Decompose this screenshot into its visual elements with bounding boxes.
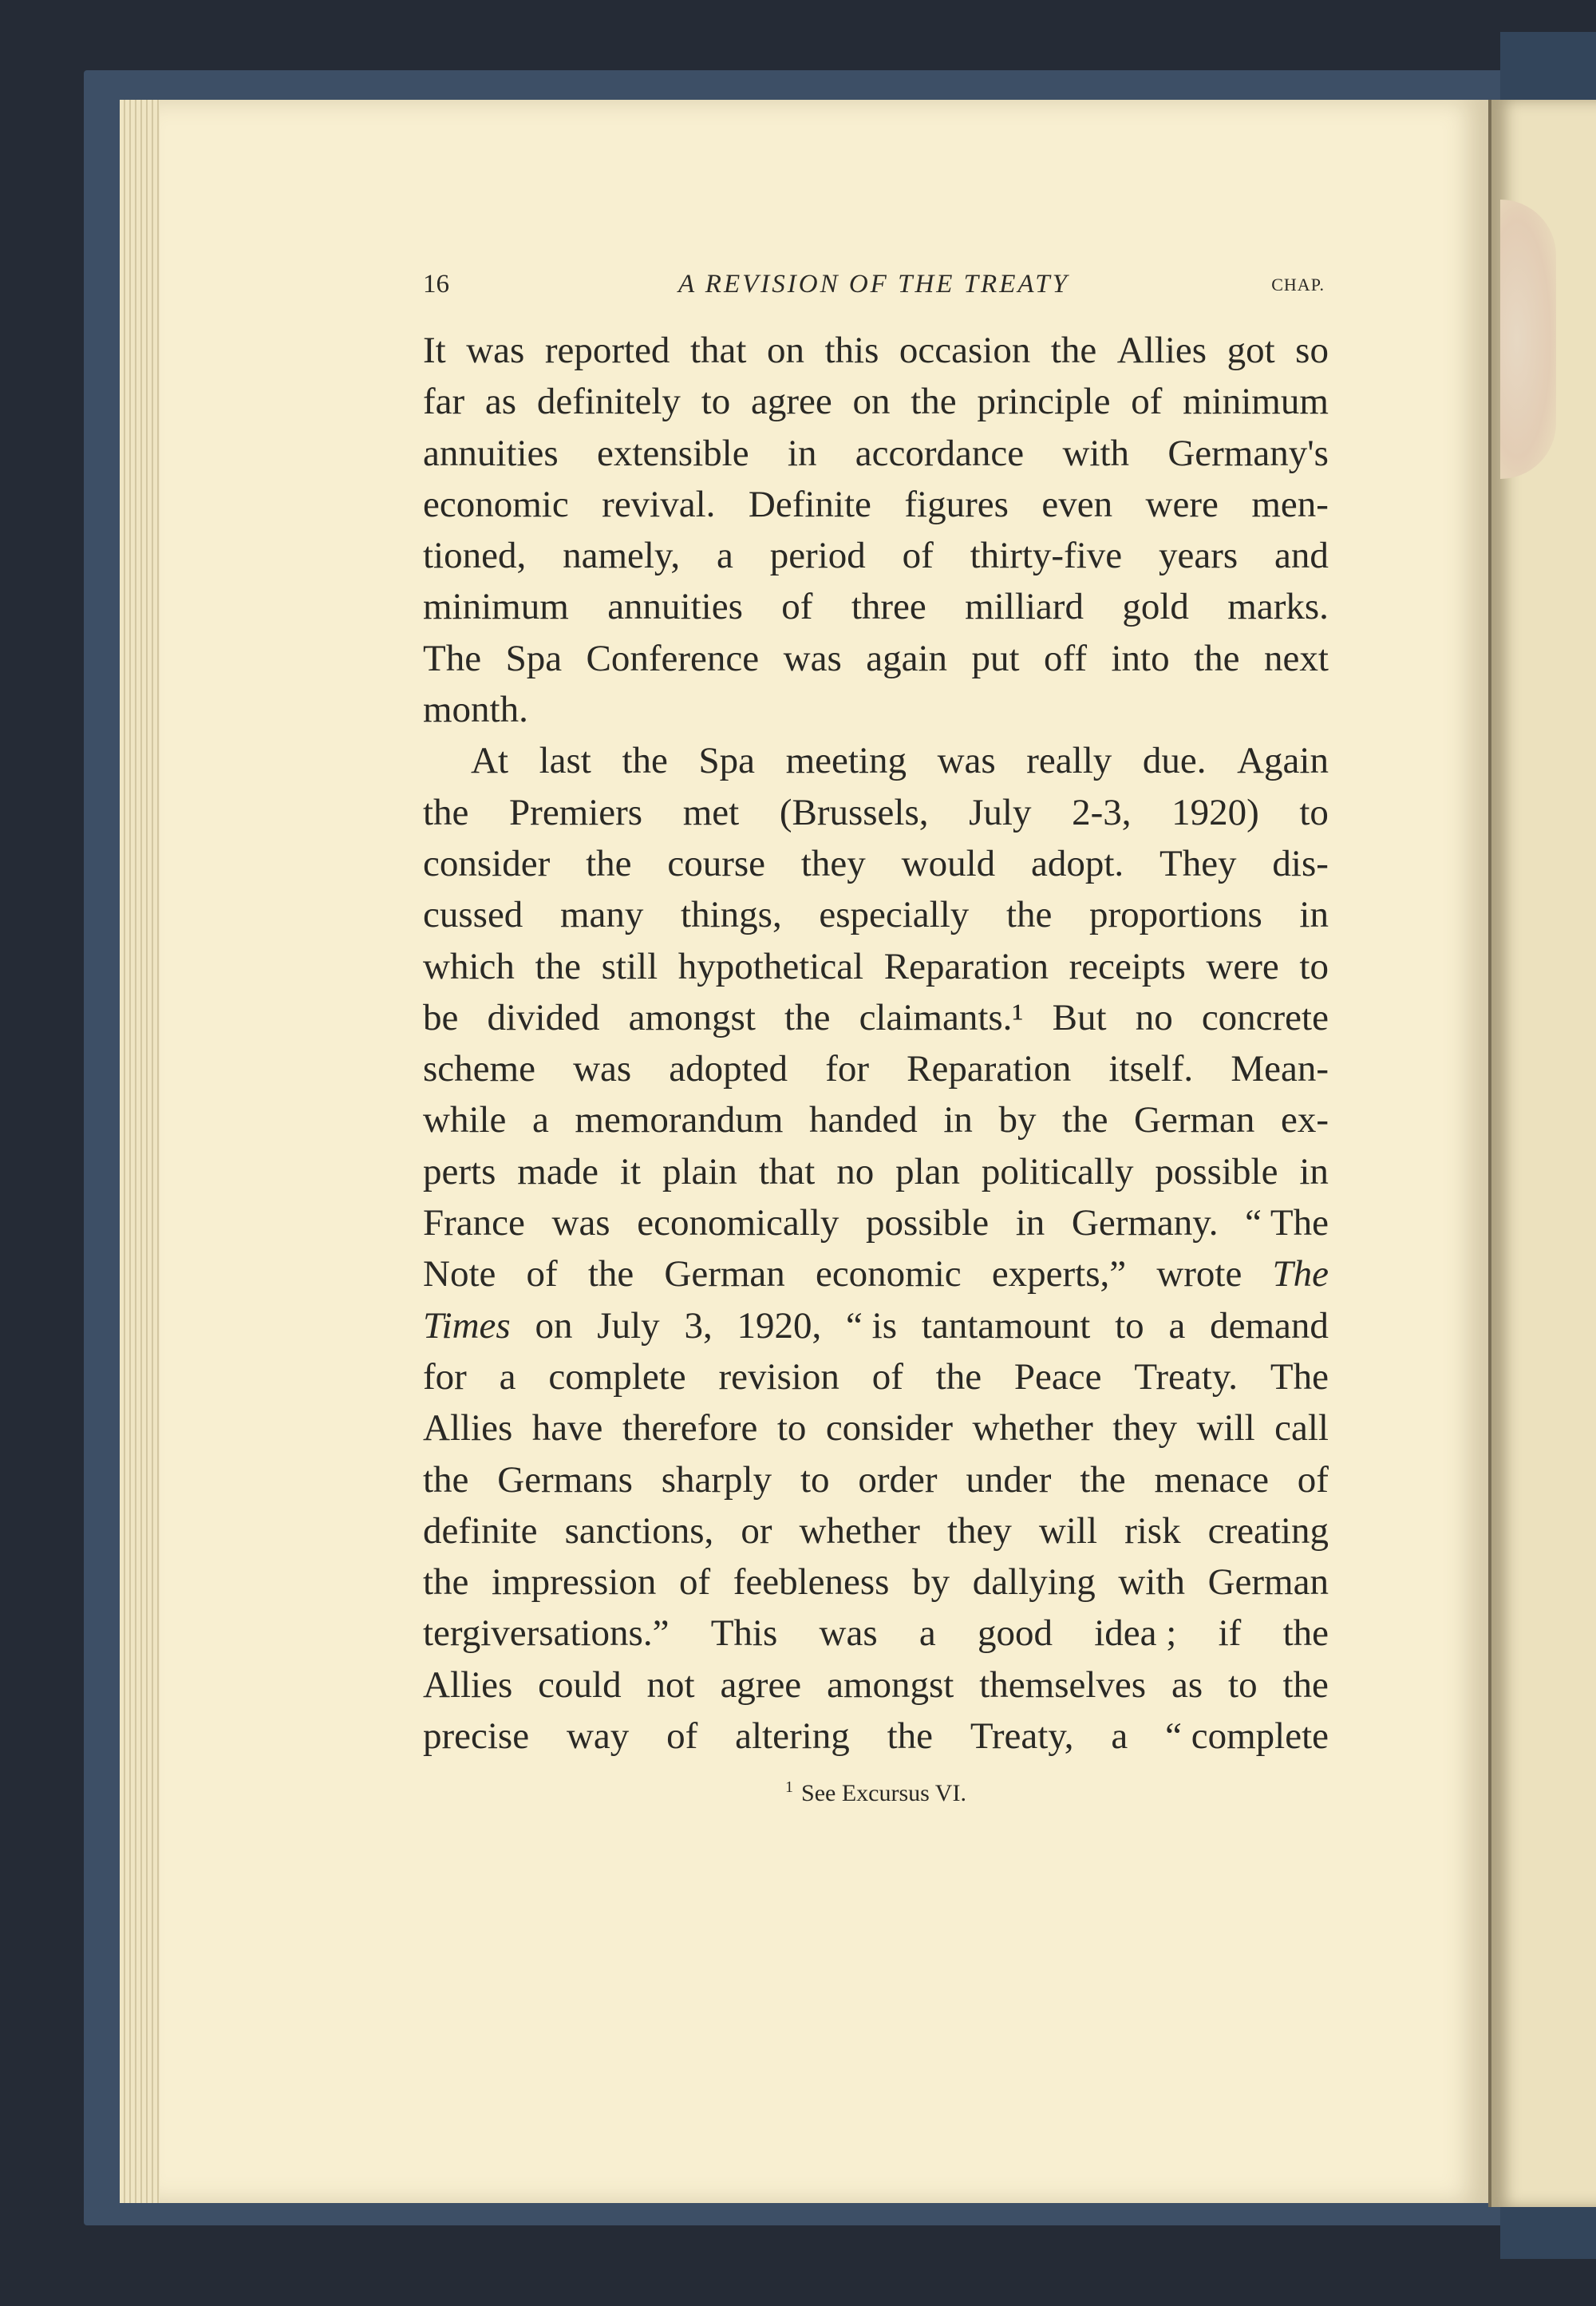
word: of bbox=[526, 1253, 558, 1295]
word: the bbox=[423, 791, 469, 833]
word: made bbox=[517, 1150, 599, 1193]
word: wrote bbox=[1156, 1253, 1242, 1295]
word: met bbox=[682, 791, 740, 833]
word: a bbox=[499, 1355, 516, 1398]
text-line bbox=[423, 633, 1329, 684]
text-line bbox=[423, 1505, 1329, 1556]
word: “ The bbox=[1245, 1202, 1329, 1244]
word: Allies bbox=[423, 1663, 513, 1706]
word: annuities bbox=[607, 586, 743, 628]
word: the bbox=[1282, 1663, 1329, 1706]
word: with bbox=[1062, 432, 1130, 474]
word: Germany. bbox=[1071, 1202, 1219, 1244]
word: Reparation bbox=[907, 1048, 1072, 1090]
word: Again bbox=[1237, 740, 1329, 782]
word: was bbox=[937, 740, 996, 782]
word: amongst bbox=[827, 1663, 954, 1706]
word: to bbox=[701, 381, 731, 423]
word: dis- bbox=[1272, 842, 1329, 884]
word: “ complete bbox=[1165, 1715, 1329, 1758]
text-line bbox=[423, 684, 1329, 735]
word: got bbox=[1227, 330, 1275, 371]
word: It bbox=[423, 330, 446, 371]
word: July bbox=[597, 1304, 660, 1347]
word: will bbox=[1196, 1407, 1255, 1450]
word: Spa bbox=[505, 637, 563, 679]
text-line bbox=[423, 1351, 1329, 1402]
word: the bbox=[911, 381, 957, 423]
word: memorandum bbox=[575, 1099, 784, 1141]
word: marks. bbox=[1227, 586, 1329, 628]
word: be bbox=[423, 996, 459, 1038]
word: the bbox=[1282, 1612, 1329, 1655]
word: the bbox=[535, 945, 581, 987]
word: German bbox=[664, 1253, 785, 1295]
text-line bbox=[423, 1454, 1329, 1505]
word: have bbox=[531, 1407, 603, 1450]
word: minimum bbox=[1183, 381, 1329, 423]
text-line bbox=[423, 735, 1329, 786]
word: idea ; bbox=[1094, 1612, 1177, 1655]
word: possible bbox=[866, 1202, 990, 1244]
word: put bbox=[971, 637, 1020, 679]
word: whether bbox=[972, 1407, 1093, 1450]
word: Reparation bbox=[883, 945, 1049, 987]
running-header bbox=[423, 270, 1325, 307]
word: thirty-five bbox=[970, 535, 1123, 577]
word: Premiers bbox=[509, 791, 643, 833]
word: could bbox=[538, 1663, 622, 1706]
word: Germans bbox=[497, 1458, 633, 1501]
word: or bbox=[741, 1509, 772, 1552]
word: (Brussels, bbox=[779, 791, 929, 833]
word: by bbox=[998, 1099, 1037, 1141]
word: adopt. bbox=[1030, 842, 1124, 884]
word: tantamount bbox=[921, 1304, 1091, 1347]
word: were bbox=[1145, 483, 1219, 525]
body-text bbox=[423, 325, 1329, 1762]
word: impression bbox=[492, 1561, 657, 1604]
text-line bbox=[423, 1197, 1329, 1248]
text-line bbox=[423, 479, 1329, 530]
word: gold bbox=[1122, 586, 1189, 628]
word: complete bbox=[548, 1355, 686, 1398]
word: revival. bbox=[602, 483, 716, 525]
word: revision bbox=[718, 1355, 839, 1398]
word: a bbox=[918, 1612, 936, 1655]
word: economic bbox=[423, 483, 569, 525]
footnote bbox=[423, 1778, 1329, 1807]
word: experts,” bbox=[991, 1253, 1127, 1295]
word: perts bbox=[423, 1150, 496, 1193]
word: call bbox=[1274, 1407, 1329, 1450]
word: the bbox=[586, 842, 632, 884]
word: as bbox=[1171, 1663, 1203, 1706]
text-line bbox=[423, 889, 1329, 940]
word: of bbox=[1131, 381, 1163, 423]
word: menace bbox=[1154, 1458, 1269, 1501]
word: to bbox=[800, 1458, 830, 1501]
word: as bbox=[484, 381, 517, 423]
word: in bbox=[1299, 894, 1329, 936]
word: amongst bbox=[628, 996, 756, 1038]
word: by bbox=[912, 1561, 950, 1604]
word: even bbox=[1041, 483, 1113, 525]
word: 1920) bbox=[1171, 791, 1259, 833]
word: they bbox=[800, 842, 866, 884]
word: claimants.¹ bbox=[859, 996, 1024, 1038]
word: of bbox=[666, 1715, 698, 1758]
word: Note bbox=[423, 1253, 496, 1295]
word: France bbox=[423, 1202, 525, 1244]
word: divided bbox=[487, 996, 600, 1038]
word: for bbox=[423, 1355, 467, 1398]
word: Allies bbox=[423, 1407, 513, 1450]
word: accordance bbox=[855, 432, 1025, 474]
word: years bbox=[1159, 535, 1238, 577]
word: a bbox=[1111, 1715, 1128, 1758]
word: At bbox=[471, 740, 508, 782]
word: altering bbox=[735, 1715, 850, 1758]
word: in bbox=[943, 1099, 973, 1141]
word: plan bbox=[895, 1150, 961, 1193]
word: was bbox=[819, 1612, 878, 1655]
word: 3, bbox=[684, 1304, 713, 1347]
text-line bbox=[423, 941, 1329, 992]
word: no bbox=[836, 1150, 875, 1193]
word: was bbox=[573, 1048, 632, 1090]
text-line bbox=[423, 1711, 1329, 1762]
word: the bbox=[1194, 637, 1240, 679]
text-line bbox=[423, 1300, 1329, 1351]
word: with bbox=[1118, 1561, 1185, 1604]
word: that bbox=[758, 1150, 816, 1193]
word: sanctions, bbox=[564, 1509, 714, 1552]
word: things, bbox=[681, 894, 782, 936]
word: really bbox=[1026, 740, 1112, 782]
word: which bbox=[423, 945, 515, 987]
word: The bbox=[1272, 1253, 1329, 1295]
word: a bbox=[716, 535, 733, 577]
word: cussed bbox=[423, 894, 523, 936]
word: Peace bbox=[1013, 1355, 1102, 1398]
word: German bbox=[1134, 1099, 1255, 1141]
word: meeting bbox=[785, 740, 907, 782]
word: the bbox=[423, 1458, 469, 1501]
word: Spa bbox=[698, 740, 755, 782]
word: under bbox=[966, 1458, 1052, 1501]
word: agree bbox=[720, 1663, 802, 1706]
word: 2-3, bbox=[1072, 791, 1132, 833]
word: still bbox=[601, 945, 658, 987]
word: reported bbox=[544, 330, 670, 371]
word: themselves bbox=[979, 1663, 1147, 1706]
word: way bbox=[566, 1715, 630, 1758]
word: creating bbox=[1207, 1509, 1329, 1552]
word: this bbox=[824, 330, 879, 371]
word: on bbox=[535, 1304, 573, 1347]
word: Definite bbox=[748, 483, 871, 525]
word: milliard bbox=[965, 586, 1084, 628]
word: they bbox=[1112, 1407, 1178, 1450]
word: The bbox=[1270, 1355, 1329, 1398]
word: handed bbox=[809, 1099, 918, 1141]
word: due. bbox=[1142, 740, 1207, 782]
text-line bbox=[423, 530, 1329, 581]
text-line bbox=[423, 1556, 1329, 1608]
word: This bbox=[710, 1612, 778, 1655]
text-line bbox=[423, 838, 1329, 889]
word: next bbox=[1264, 637, 1329, 679]
running-title: A REVISION OF THE TREATY bbox=[678, 270, 1069, 299]
word: principle bbox=[977, 381, 1111, 423]
text-line bbox=[423, 787, 1329, 838]
word: far bbox=[423, 381, 465, 423]
word: Treaty, bbox=[970, 1715, 1074, 1758]
word: itself. bbox=[1108, 1048, 1194, 1090]
word: definite bbox=[423, 1509, 538, 1552]
text-line bbox=[423, 1402, 1329, 1454]
word: it bbox=[619, 1150, 642, 1193]
word: of bbox=[871, 1355, 903, 1398]
word: ex- bbox=[1280, 1099, 1329, 1141]
word: in bbox=[787, 432, 817, 474]
text-line bbox=[423, 992, 1329, 1043]
word: of bbox=[1297, 1458, 1329, 1501]
word: many bbox=[559, 894, 644, 936]
word: on bbox=[852, 381, 891, 423]
word: to bbox=[1228, 1663, 1258, 1706]
word: the bbox=[587, 1253, 634, 1295]
word: was bbox=[466, 330, 525, 371]
word: plain bbox=[662, 1150, 737, 1193]
word: the bbox=[423, 1561, 469, 1604]
word: the bbox=[1005, 894, 1053, 936]
word: Conference bbox=[586, 637, 760, 679]
word: precise bbox=[423, 1715, 530, 1758]
word: for bbox=[825, 1048, 869, 1090]
word: the bbox=[935, 1355, 982, 1398]
word: definitely bbox=[536, 381, 681, 423]
word: to bbox=[1299, 791, 1329, 833]
word: scheme bbox=[423, 1048, 535, 1090]
word: of bbox=[902, 535, 934, 577]
word: and bbox=[1274, 535, 1329, 577]
word: of bbox=[678, 1561, 711, 1604]
word: they bbox=[946, 1509, 1012, 1552]
text-line bbox=[423, 428, 1329, 479]
word: economically bbox=[637, 1202, 839, 1244]
word: Allies bbox=[1116, 330, 1207, 371]
word: three bbox=[851, 586, 926, 628]
text-line bbox=[423, 1659, 1329, 1711]
word: Times bbox=[423, 1304, 511, 1347]
word: will bbox=[1038, 1509, 1098, 1552]
word: in bbox=[1299, 1150, 1329, 1193]
word: off bbox=[1044, 637, 1087, 679]
word: the bbox=[887, 1715, 933, 1758]
word: economic bbox=[815, 1253, 962, 1295]
word: course bbox=[667, 842, 766, 884]
word: minimum bbox=[423, 586, 569, 628]
word: extensible bbox=[597, 432, 749, 474]
word: in bbox=[1015, 1202, 1045, 1244]
word: But bbox=[1052, 996, 1107, 1038]
word: would bbox=[901, 842, 996, 884]
word: not bbox=[646, 1663, 695, 1706]
word: demand bbox=[1210, 1304, 1329, 1347]
word: 1920, bbox=[737, 1304, 822, 1347]
word: no bbox=[1135, 996, 1173, 1038]
word: order bbox=[858, 1458, 938, 1501]
word: to bbox=[1115, 1304, 1144, 1347]
word: the bbox=[1050, 330, 1097, 371]
word: was bbox=[551, 1202, 610, 1244]
chapter-label: CHAP. bbox=[1271, 275, 1325, 295]
text-line bbox=[423, 325, 1329, 376]
word: into bbox=[1111, 637, 1170, 679]
word: consider bbox=[423, 842, 551, 884]
word: of bbox=[781, 586, 813, 628]
word: especially bbox=[819, 894, 970, 936]
word: namely, bbox=[563, 535, 681, 577]
word: good bbox=[978, 1612, 1053, 1655]
word: consider bbox=[825, 1407, 954, 1450]
word: Treaty. bbox=[1134, 1355, 1238, 1398]
text-line bbox=[423, 1248, 1329, 1299]
word: risk bbox=[1124, 1509, 1181, 1552]
word: figures bbox=[904, 483, 1009, 525]
text-line bbox=[423, 376, 1329, 427]
word: politically bbox=[981, 1150, 1134, 1193]
word: annuities bbox=[423, 432, 559, 474]
word: They bbox=[1159, 842, 1237, 884]
word: whether bbox=[799, 1509, 920, 1552]
word: month. bbox=[423, 689, 528, 731]
word: The bbox=[423, 637, 482, 679]
word: the bbox=[784, 996, 831, 1038]
word: possible bbox=[1155, 1150, 1278, 1193]
word: July bbox=[969, 791, 1032, 833]
word: a bbox=[531, 1099, 549, 1141]
word: were bbox=[1206, 945, 1279, 987]
word: dallying bbox=[972, 1561, 1096, 1604]
word: a bbox=[1168, 1304, 1186, 1347]
word: if bbox=[1218, 1612, 1242, 1655]
word: period bbox=[769, 535, 866, 577]
footnote-mark: 1 bbox=[785, 1778, 794, 1796]
word: again bbox=[866, 637, 947, 679]
word: while bbox=[423, 1099, 507, 1141]
word: German bbox=[1207, 1561, 1329, 1604]
text-line bbox=[423, 1146, 1329, 1197]
footnote-text: See Excursus VI. bbox=[801, 1780, 966, 1806]
text-line bbox=[423, 1094, 1329, 1145]
word: on bbox=[766, 330, 804, 371]
word: to bbox=[1299, 945, 1329, 987]
word: Germany's bbox=[1167, 432, 1329, 474]
word: therefore bbox=[622, 1407, 758, 1450]
word: the bbox=[1080, 1458, 1126, 1501]
word: sharply bbox=[661, 1458, 772, 1501]
page-stain bbox=[1500, 200, 1556, 479]
word: tergiversations.” bbox=[423, 1612, 670, 1655]
word: was bbox=[783, 637, 842, 679]
word: agree bbox=[751, 381, 832, 423]
word: adopted bbox=[669, 1048, 788, 1090]
word: to bbox=[776, 1407, 807, 1450]
word: hypothetical bbox=[678, 945, 864, 987]
word: so bbox=[1295, 330, 1329, 371]
word: tioned, bbox=[423, 535, 527, 577]
word: Mean- bbox=[1231, 1048, 1329, 1090]
word: “ is bbox=[846, 1304, 898, 1347]
text-line bbox=[423, 1043, 1329, 1094]
text-line bbox=[423, 581, 1329, 632]
word: that bbox=[689, 330, 747, 371]
word: proportions bbox=[1089, 894, 1262, 936]
word: men- bbox=[1251, 483, 1329, 525]
word: last bbox=[539, 740, 591, 782]
word: receipts bbox=[1069, 945, 1186, 987]
word: concrete bbox=[1201, 996, 1329, 1038]
word: occasion bbox=[899, 330, 1031, 371]
word: feebleness bbox=[733, 1561, 890, 1604]
text-line bbox=[423, 1608, 1329, 1659]
word: the bbox=[622, 740, 668, 782]
page-number: 16 bbox=[423, 270, 449, 299]
word: the bbox=[1062, 1099, 1108, 1141]
